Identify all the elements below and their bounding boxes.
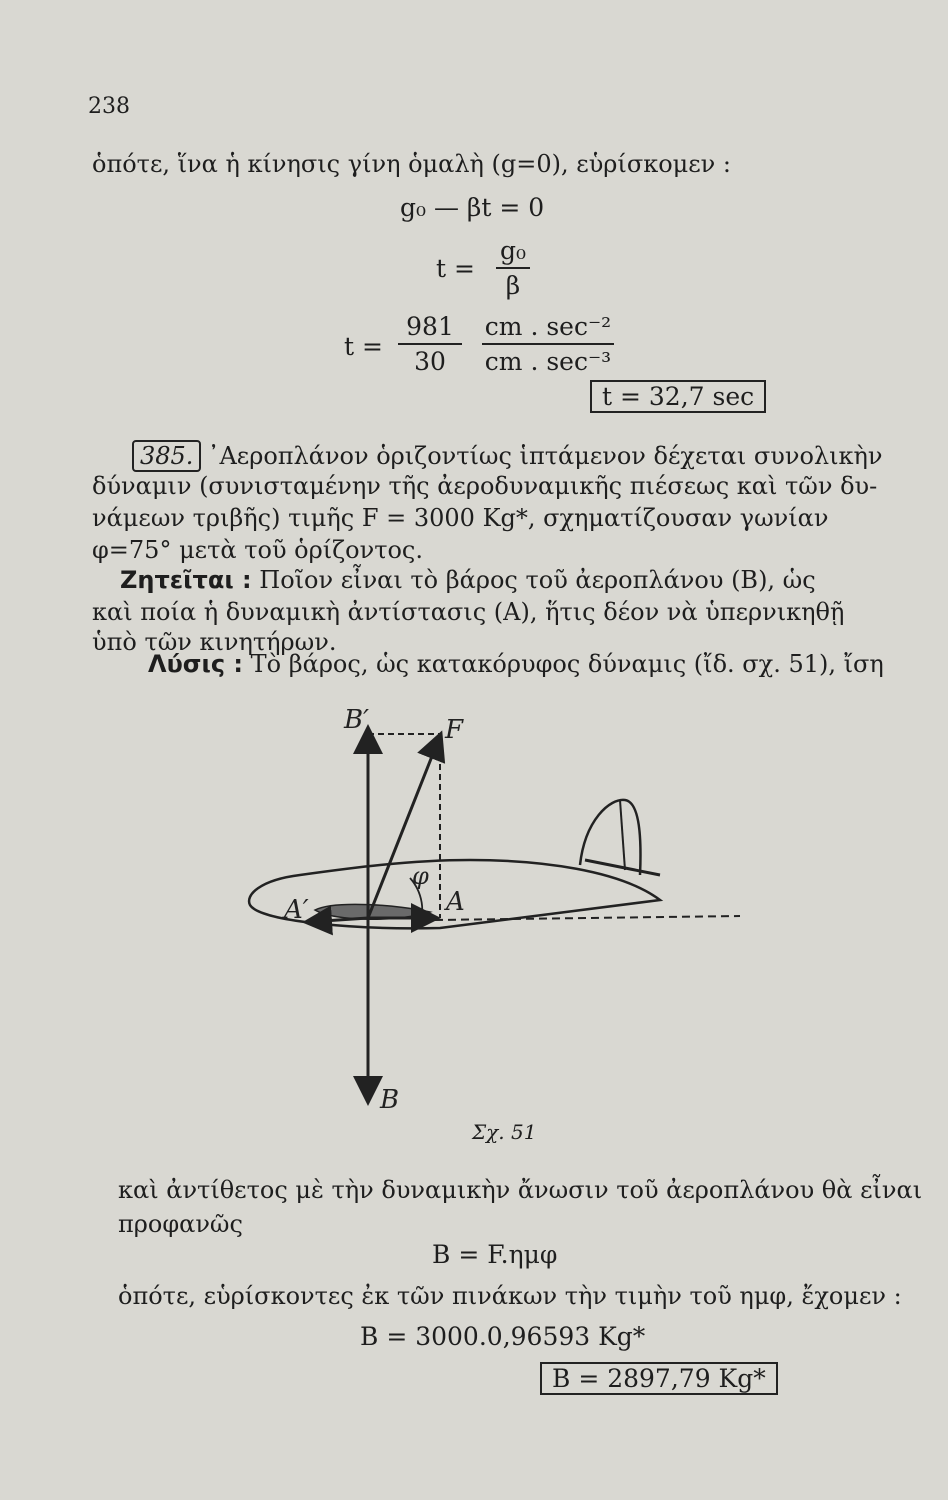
page-number: 238 [88,94,130,119]
fraction-bar [496,267,530,269]
after-line-1: καὶ ἀντίθετος μὲ τὴν δυναμικὴν ἄνωσιν τοῦ ἀεροπλάνου θὰ εἶναι [118,1176,923,1204]
equation-3-unit-denominator: cm . sec⁻³ [484,347,612,376]
after-line-2: προφανῶς [118,1210,243,1238]
lysis-text: Τὸ βάρος, ὡς κατακόρυφος δύναμις (ἴδ. σχ. 51), ἴση [250,650,884,678]
equation-4: B = F.ημφ [432,1240,558,1269]
equation-3-denominator: 30 [414,347,446,376]
equation-3-lhs: t = [344,332,383,361]
label-phi: φ [412,862,429,890]
equation-1: g₀ — βt = 0 [400,193,545,222]
label-f: F [445,715,464,745]
result-box-1: t = 32,7 sec [590,380,766,413]
lysis-line [148,650,884,678]
equation-2-lhs: t = [436,254,475,283]
label-a-prime: A′ [284,895,309,925]
force-diagram [240,700,780,1120]
label-b: B [380,1085,400,1115]
after-line-3: ὁπότε, εὑρίσκοντες ἐκ τῶν πινάκων τὴν τιμὴν τοῦ ημφ, ἔχομεν : [118,1282,902,1310]
label-a: A [446,887,465,917]
zitite-line-3: ὑπὸ τῶν κινητήρων. [92,628,337,656]
equation-3-numerator: 981 [406,312,454,341]
problem-line-2: δύναμιν (συνισταμένην τῆς ἀεροδυναμικῆς πιέσεως καὶ τῶν δυ- [92,472,878,500]
equation-2-fraction [496,236,530,300]
problem-first-line [132,440,883,472]
intro-line: ὁπότε, ἵνα ἡ κίνησις γίνη ὁμαλὴ (g=0), εὑρίσκομεν : [92,150,731,178]
lysis-label: Λύσις : [148,650,244,678]
equation-2-numerator: g₀ [499,236,527,265]
zitite-line-1 [120,566,816,594]
figure-caption: Σχ. 51 [472,1120,537,1144]
equation-3-unit-numerator: cm . sec⁻² [484,312,612,341]
equation-2-denominator: β [505,271,521,300]
zitite-text-1: Ποῖον εἶναι τὸ βάρος τοῦ ἀεροπλάνου (B), ὡς [259,566,816,594]
equation-3-units [482,312,614,376]
equation-3-fraction [398,312,462,376]
fraction-bar [482,343,614,345]
zitite-label: Ζητεῖται : [120,566,252,594]
result-box-2: B = 2897,79 Kg* [540,1362,778,1395]
equation-5: B = 3000.0,96593 Kg* [360,1322,646,1351]
fraction-bar [398,343,462,345]
label-b-prime: B′ [344,705,370,735]
zitite-line-2: καὶ ποία ἡ δυναμικὴ ἀντίστασις (A), ἥτις δέον νὰ ὑπερνικηθῇ [92,598,845,626]
problem-line-3: νάμεων τριβῆς) τιμῆς F = 3000 Kg*, σχηματίζουσαν γωνίαν [92,504,829,532]
problem-line-1: ᾿Αεροπλάνον ὁριζοντίως ἱπτάμενον δέχεται συνολικὴν [207,442,883,470]
problem-line-4: φ=75° μετὰ τοῦ ὁρίζοντος. [92,536,423,564]
problem-number: 385. [132,440,201,472]
